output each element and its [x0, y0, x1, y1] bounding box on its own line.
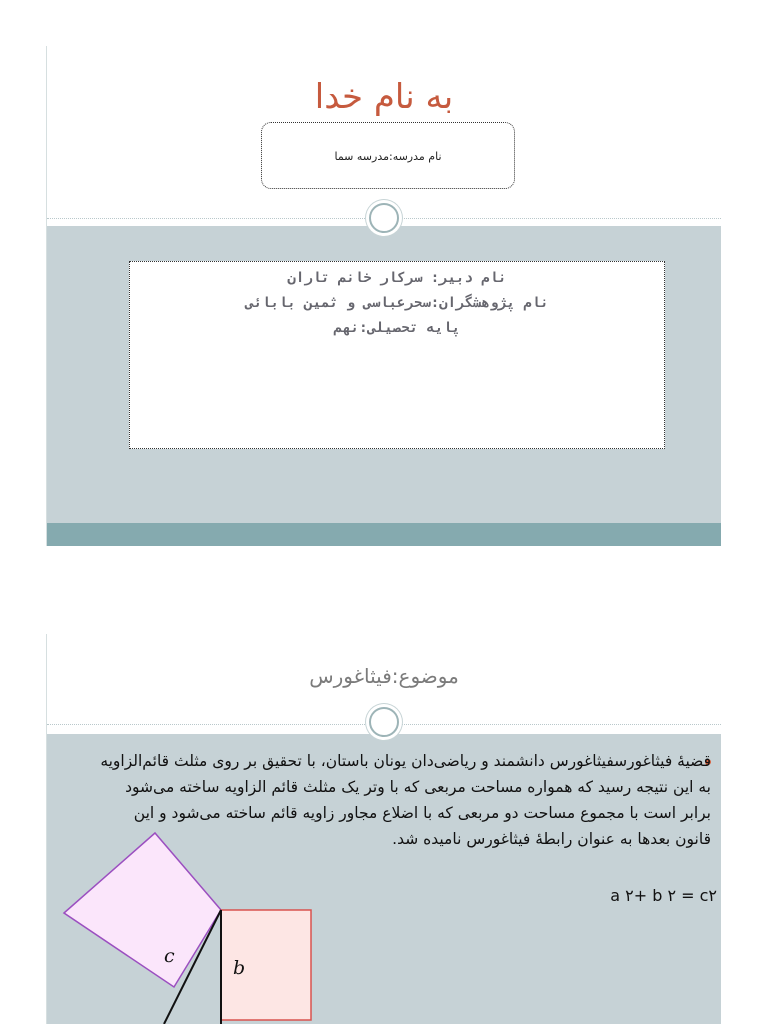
c-label: c	[164, 945, 175, 967]
circle-ornament-icon	[369, 707, 399, 737]
b-label: b	[233, 957, 246, 979]
slide-1-title: به نام خدا	[314, 77, 454, 117]
info-box	[129, 261, 665, 449]
pythagoras-paragraph: قضیهٔ فیثاغورسفیثاغورس دانشمند و ریاضی‌دان یونان باستان، با تحقیق بر روی مثلث قائم‌الزاویه به این نتیجه رسید که همواره مساحت مربعی که با وتر یک مثلث قائم الزاویه ساخته می‌شود برابر است با مجموع مساحت دو مربعی که با اضلاع مجاور زاویه قائم ساخته می‌شود و این قانون بعدها به عنوان رابطهٔ فیثاغورس نامیده شد.	[100, 752, 711, 848]
school-name-box: نام مدرسه:مدرسه سما	[261, 122, 515, 189]
researchers-names: نام پژوهشگران:سحرعباسی و ثمین بابائی	[245, 295, 549, 311]
slide-2-title: موضوع:فیثاغورس	[309, 664, 459, 688]
footer-bar	[47, 523, 721, 546]
slide-2	[46, 634, 721, 1024]
pythagoras-formula: a ۲+ b ۲ = c۲	[610, 886, 717, 905]
slide-1	[46, 46, 721, 546]
teacher-name: نام دبیر: سرکار خانم تاران	[287, 270, 507, 286]
hypotenuse-square	[64, 833, 221, 987]
grade-level: پایه تحصیلی:نهم	[333, 320, 461, 336]
circle-ornament-icon	[369, 203, 399, 233]
